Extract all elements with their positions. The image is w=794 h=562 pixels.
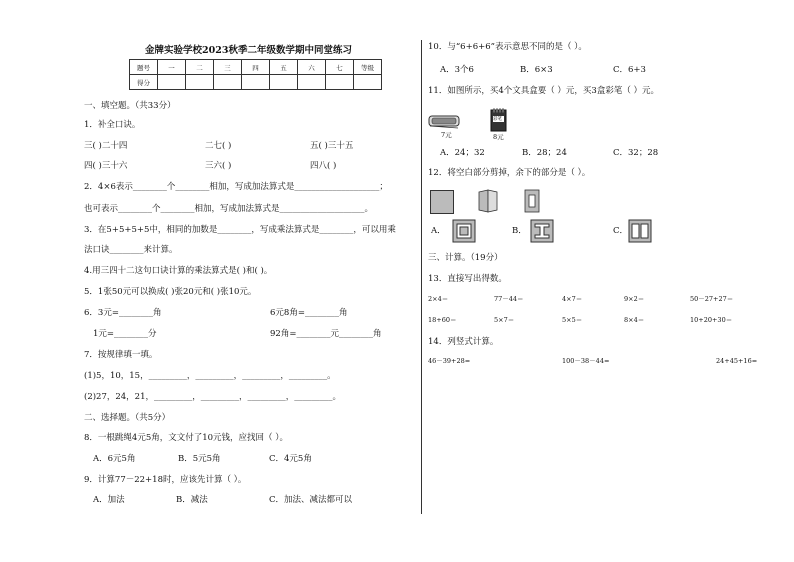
- score-input-cell[interactable]: [354, 75, 382, 90]
- question-text: 3．在5+5+5+5中，相同的加数是________，写成乘法算式是________，可以用乘: [84, 225, 396, 235]
- option-b-shape[interactable]: [530, 219, 554, 243]
- table-row: [130, 60, 382, 75]
- calc-item: 50－27+27＝: [690, 295, 734, 303]
- vertical-calc-item: 100－38－44=: [562, 357, 610, 365]
- calc-item: 5×7＝: [494, 316, 515, 324]
- question-text: 12．将空白部分剪掉，余下的部分是（ ）。: [428, 168, 591, 178]
- option-c[interactable]: C．: [613, 226, 629, 236]
- price-label: 7元: [441, 131, 452, 139]
- calc-item: 9×2＝: [624, 295, 645, 303]
- table-cell: 二: [186, 60, 214, 75]
- question-text: 三( )二十四: [84, 141, 128, 151]
- calc-item: 8×4＝: [624, 316, 645, 324]
- score-table: [129, 59, 382, 90]
- section-heading: 一、填空题。（共33分）: [84, 101, 176, 111]
- column-divider: [421, 40, 422, 514]
- table-cell: 一: [158, 60, 186, 75]
- score-input-cell[interactable]: [158, 75, 186, 90]
- table-cell: 六: [298, 60, 326, 75]
- option-c[interactable]: C．6+3: [613, 65, 646, 75]
- table-cell: 三: [214, 60, 242, 75]
- option-a[interactable]: A．3个6: [440, 65, 474, 75]
- question-text: 五( )三十五: [310, 141, 354, 151]
- table-cell: 五: [270, 60, 298, 75]
- section-heading: 二、选择题。（共5分）: [84, 413, 171, 423]
- table-cell: 等级: [354, 60, 382, 75]
- calc-item: 2×4＝: [428, 295, 449, 303]
- option-b[interactable]: B．: [512, 226, 527, 236]
- question-text: 法口诀________来计算。: [84, 245, 178, 255]
- pencil-case-icon: [428, 113, 460, 131]
- calc-item: 5×5＝: [562, 316, 583, 324]
- question-text: 2．4×6表示________个________相加，写成加法算式是____________________；: [84, 182, 388, 192]
- question-text: 6．3元=________角: [84, 308, 162, 318]
- table-cell: 四: [242, 60, 270, 75]
- option-a-shape[interactable]: [452, 219, 476, 243]
- question-text: 8．一根跳绳4元5角，文文付了10元钱，应找回（ ）。: [84, 433, 288, 443]
- question-text: 也可表示________个________相加，写成加法算式是____________________。: [84, 204, 374, 214]
- option-c-shape[interactable]: [628, 219, 652, 243]
- question-text: 11．如图所示，买4个文具盒要（ ）元，买3盒彩笔（ ）元。: [428, 86, 660, 96]
- question-text: 13．直接写出得数。: [428, 274, 507, 284]
- folded-cut-shape: [524, 189, 540, 213]
- section-heading: 三、计算。（19分）: [428, 253, 503, 263]
- question-text: 1．补全口诀。: [84, 120, 141, 130]
- calc-item: 4×7＝: [562, 295, 583, 303]
- option-b[interactable]: B．减法: [176, 495, 208, 505]
- table-cell: 题号: [130, 60, 158, 75]
- score-input-cell[interactable]: [214, 75, 242, 90]
- option-b[interactable]: B．28；24: [522, 148, 567, 158]
- page-title: 金牌实验学校2023秋季二年级数学期中同堂练习: [145, 45, 352, 56]
- question-text: 1元=________分: [93, 329, 157, 339]
- question-text: 14．列竖式计算。: [428, 337, 499, 347]
- question-text: (1)5，10，15，_________，_________，_________，_________。: [84, 371, 336, 381]
- calc-item: 18+60＝: [428, 316, 457, 324]
- question-text: 四( )三十六: [84, 161, 128, 171]
- table-row: [130, 75, 382, 90]
- question-text: 6元8角=________角: [270, 308, 348, 318]
- question-text: 92角=________元________角: [270, 329, 382, 339]
- score-input-cell[interactable]: [298, 75, 326, 90]
- gray-square-shape: [430, 190, 454, 214]
- question-text: 9．计算77－22+18时，应该先计算（ ）。: [84, 475, 247, 485]
- option-a[interactable]: A．24；32: [440, 148, 485, 158]
- question-text: 四八( ): [310, 161, 337, 171]
- question-text: 5．1张50元可以换成( )张20元和( )张10元。: [84, 287, 257, 297]
- option-a[interactable]: A．加法: [93, 495, 125, 505]
- folded-paper-shape: [478, 189, 498, 213]
- calc-item: 10+20+30＝: [690, 316, 733, 324]
- vertical-calc-item: 24+45+16=: [716, 357, 758, 365]
- price-label: 8元: [493, 133, 504, 141]
- score-input-cell[interactable]: [242, 75, 270, 90]
- question-text: 4.用三四十二这句口诀计算的乘法算式是( )和( )。: [84, 266, 273, 276]
- question-text: (2)27，24，21，_________，_________，_________，_________。: [84, 392, 341, 402]
- option-c[interactable]: C．4元5角: [269, 454, 312, 464]
- option-c[interactable]: C．加法、减法都可以: [269, 495, 353, 505]
- table-cell: 得分: [130, 75, 158, 90]
- question-text: 7．按规律填一填。: [84, 350, 158, 360]
- option-c[interactable]: C．32；28: [613, 148, 659, 158]
- score-input-cell[interactable]: [326, 75, 354, 90]
- option-a[interactable]: A．: [431, 226, 446, 236]
- option-b[interactable]: B．5元5角: [178, 454, 221, 464]
- score-input-cell[interactable]: [270, 75, 298, 90]
- question-text: 二七( ): [205, 141, 232, 151]
- table-cell: 七: [326, 60, 354, 75]
- vertical-calc-item: 46－39+28=: [428, 357, 471, 365]
- question-text: 10．与“6+6+6”表示意思不同的是（ ）。: [428, 42, 587, 52]
- calc-item: 77－44＝: [494, 295, 524, 303]
- score-input-cell[interactable]: [186, 75, 214, 90]
- option-a[interactable]: A．6元5角: [93, 454, 136, 464]
- option-b[interactable]: B．6×3: [520, 65, 553, 75]
- brand-label: 彩笔: [493, 117, 502, 122]
- question-text: 三六( ): [205, 161, 232, 171]
